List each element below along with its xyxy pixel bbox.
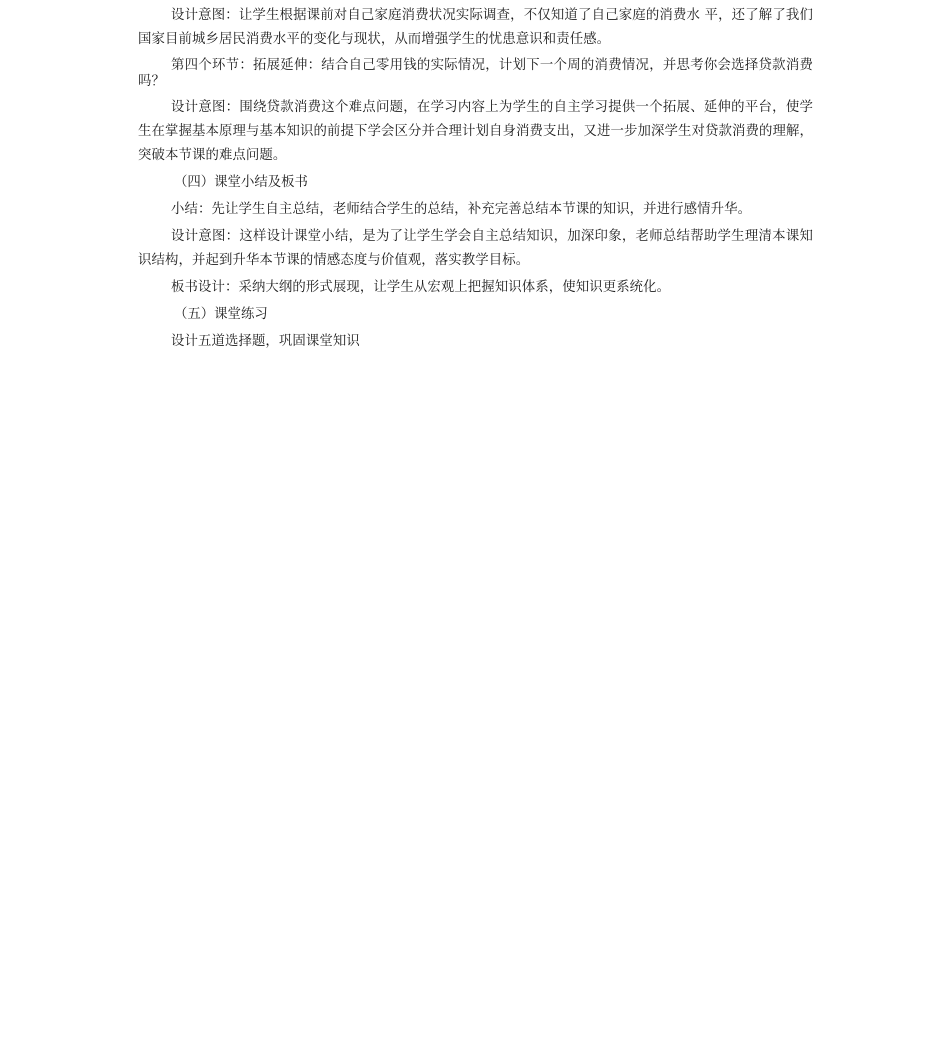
- section-heading-summary-and-board: （四）课堂小结及板书: [174, 175, 308, 190]
- paragraph-exercise: 设计五道选择题，巩固课堂知识: [171, 334, 360, 349]
- paragraph-fourth-step-extension: 第四个环节：拓展延伸：结合自己零用钱的实际情况，计划下一个周的消费情况，并思考你会选择贷款消费吗？: [138, 58, 813, 89]
- document-page: [138, 4, 813, 354]
- paragraph-design-intent-loan-consumption: 设计意图：围绕贷款消费这个难点问题，在学习内容上为学生的自主学习提供一个拓展、延伸的平台，使学生在掌握基本原理与基本知识的前提下学会区分并合理计划自身消费支出，又进一步加深学生对贷款消费的理解，突破本节课的难点问题。: [138, 100, 813, 163]
- section-heading-classroom-exercise: （五）课堂练习: [174, 307, 268, 322]
- paragraph-board-design: 板书设计：采纳大纲的形式展现，让学生从宏观上把握知识体系，使知识更系统化。: [171, 280, 671, 295]
- paragraph-summary: 小结：先让学生自主总结，老师结合学生的总结，补充完善总结本节课的知识，并进行感情升华。: [171, 202, 752, 217]
- paragraph-design-intent-summary: 设计意图：这样设计课堂小结，是为了让学生学会自主总结知识，加深印象，老师总结帮助学生理清本课知识结构，并起到升华本节课的情感态度与价值观，落实教学目标。: [138, 229, 813, 268]
- paragraph-design-intent-family-survey: 设计意图：让学生根据课前对自己家庭消费状况实际调查，不仅知道了自己家庭的消费水 平，还了解了我们国家目前城乡居民消费水平的变化与现状，从而增强学生的忧患意识和责任感。: [138, 8, 813, 47]
